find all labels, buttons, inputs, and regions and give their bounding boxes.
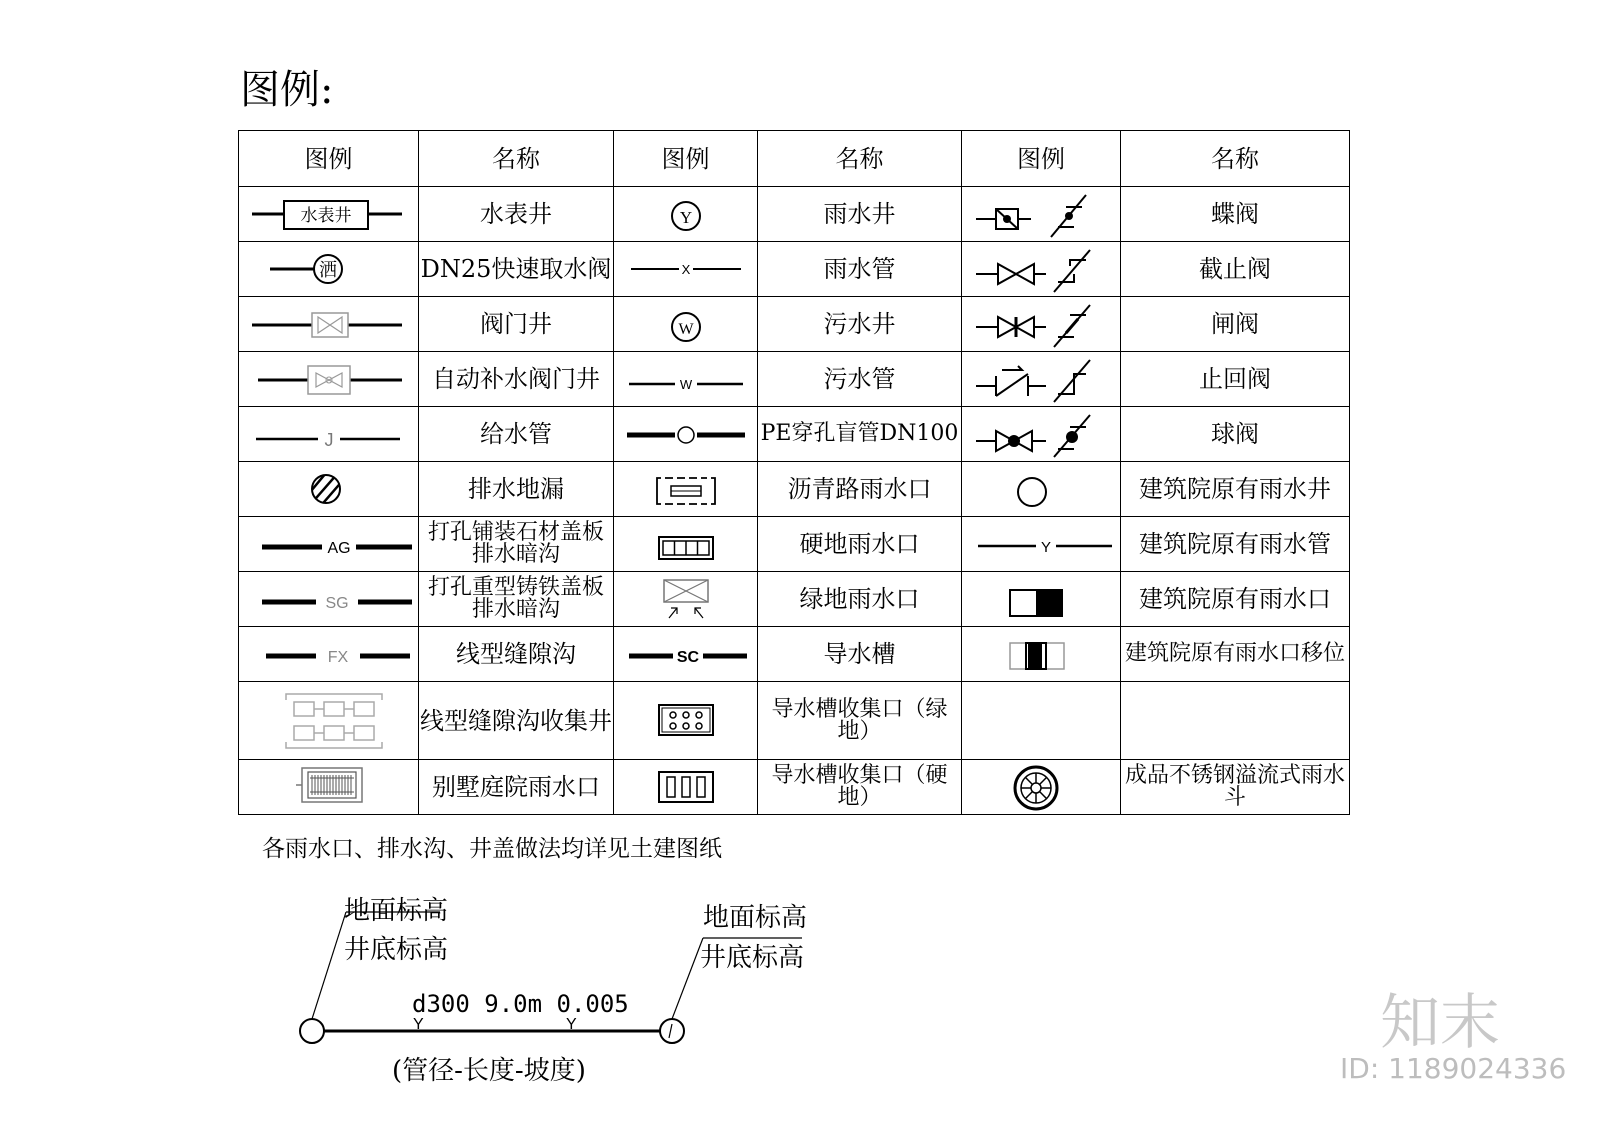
name-auto-refill-valve-well: 自动补水阀门井: [419, 352, 614, 407]
rain-pipe-symbol: [614, 242, 758, 297]
name-existing-rain-pipe: 建筑院原有雨水管: [1121, 517, 1350, 572]
table-row: [239, 572, 1350, 627]
construction-note: 各雨水口、排水沟、井盖做法均详见土建图纸: [262, 836, 722, 862]
gutter-collector-hard-symbol: [614, 760, 758, 815]
quick-valve-label: 洒: [318, 260, 337, 280]
left-well-icon: [300, 1019, 324, 1043]
hard-ground-rain-inlet-symbol: [614, 517, 758, 572]
watermark-id: ID: 1189024336: [1340, 1052, 1567, 1085]
iron-cover-label: SG: [324, 595, 349, 612]
name-butterfly-valve: 蝶阀: [1121, 187, 1350, 242]
right-well-icon: [660, 1019, 684, 1043]
name-valve-well: 阀门井: [419, 297, 614, 352]
check-valve-symbol: [962, 352, 1121, 407]
legend-title: 图例:: [240, 67, 334, 113]
relocated-rain-inlet-symbol: [962, 627, 1121, 682]
header-symbol-1: 图例: [239, 131, 419, 187]
sewage-well-symbol: [614, 297, 758, 352]
valve-well-symbol: [239, 297, 419, 352]
name-asphalt-rain-inlet: 沥青路雨水口: [758, 462, 962, 517]
header-symbol-2: 图例: [614, 131, 758, 187]
existing-rain-pipe-label: Y: [1040, 539, 1052, 556]
watermark-logo: 知末: [1380, 988, 1500, 1058]
table-row: [239, 462, 1350, 517]
table-row: [239, 407, 1350, 462]
header-name-2: 名称: [758, 131, 962, 187]
water-meter-label: 水表井: [300, 206, 351, 225]
pipe-spec-caption: (管径-长度-坡度): [392, 1056, 586, 1086]
name-stone-cover-drain-line1: 打孔铺装石材盖板: [427, 520, 604, 545]
slot-drain-collection-well-symbol: [239, 682, 419, 760]
name-gate-valve: 闸阀: [1121, 297, 1350, 352]
water-supply-pipe-symbol: [239, 407, 419, 462]
name-gutter: 导水槽: [758, 627, 962, 682]
name-villa-garden-rain-inlet: 别墅庭院雨水口: [419, 760, 614, 815]
sewage-pipe-symbol: [614, 352, 758, 407]
existing-rain-inlet-symbol: [962, 572, 1121, 627]
name-overflow-rain-hopper: 成品不锈钢溢流式雨水斗: [1121, 760, 1350, 815]
stone-cover-label: AG: [326, 540, 351, 557]
right-leader-line: [672, 938, 703, 1019]
name-quick-water-valve: DN25快速取水阀: [419, 242, 614, 297]
name-ball-valve: 球阀: [1121, 407, 1350, 462]
left-ground-elevation-label: 地面标高: [344, 896, 449, 926]
table-row: [239, 682, 1350, 760]
stop-valve-symbol: [962, 242, 1121, 297]
table-row: [239, 352, 1350, 407]
name-stop-valve: 截止阀: [1121, 242, 1350, 297]
rain-well-label: Y: [679, 208, 692, 227]
name-pe-perforated-pipe: PE穿孔盲管DN100: [758, 407, 962, 462]
junction-label-left: Y: [413, 1016, 424, 1033]
name-sewage-pipe: 污水管: [758, 352, 962, 407]
left-bottom-elevation-label: 井底标高: [344, 935, 449, 965]
existing-rain-well-symbol: [962, 462, 1121, 517]
floor-drain-symbol: [239, 462, 419, 517]
name-slot-drain: 线型缝隙沟: [419, 627, 614, 682]
name-rain-well: 雨水井: [758, 187, 962, 242]
header-symbol-3: 图例: [962, 131, 1121, 187]
name-green-space-rain-inlet: 绿地雨水口: [758, 572, 962, 627]
slot-drain-symbol: [239, 627, 419, 682]
table-row: [239, 517, 1350, 572]
name-stone-cover-drain: [419, 517, 614, 572]
name-hard-ground-rain-inlet: 硬地雨水口: [758, 517, 962, 572]
green-space-rain-inlet-symbol: [614, 572, 758, 627]
sewage-pipe-label: W: [679, 377, 692, 392]
gutter-collector-green-symbol: [614, 682, 758, 760]
overflow-rain-hopper-symbol: [962, 760, 1121, 815]
table-row: [239, 760, 1350, 815]
stone-cover-drain-symbol: [239, 517, 419, 572]
name-rain-pipe: 雨水管: [758, 242, 962, 297]
existing-rain-pipe-symbol: [962, 517, 1121, 572]
gate-valve-symbol: [962, 297, 1121, 352]
auto-refill-valve-well-symbol: [239, 352, 419, 407]
legend-table: [238, 130, 1350, 815]
asphalt-rain-inlet-symbol: [614, 462, 758, 517]
empty-symbol-cell: [962, 682, 1121, 760]
sewage-well-label: W: [677, 321, 694, 338]
header-name-3: 名称: [1121, 131, 1350, 187]
name-existing-rain-well: 建筑院原有雨水井: [1121, 462, 1350, 517]
quick-water-valve-symbol: [239, 242, 419, 297]
iron-cover-drain-symbol: [239, 572, 419, 627]
table-row: [239, 187, 1350, 242]
name-gutter-collector-hard: 导水槽收集口（硬地）: [758, 760, 962, 815]
ball-valve-symbol: [962, 407, 1121, 462]
junction-label-right: Y: [566, 1016, 577, 1033]
name-iron-cover-drain-line1: 打孔重型铸铁盖板: [427, 575, 604, 600]
name-slot-drain-collection-well: 线型缝隙沟收集井: [419, 682, 614, 760]
pipe-spec-text: d300 9.0m 0.005: [412, 990, 629, 1018]
name-water-meter-well: 水表井: [419, 187, 614, 242]
table-row: [239, 242, 1350, 297]
name-relocated-rain-inlet: 建筑院原有雨水口移位: [1121, 627, 1350, 682]
name-check-valve: 止回阀: [1121, 352, 1350, 407]
name-gutter-collector-green: 导水槽收集口（绿地）: [758, 682, 962, 760]
name-sewage-well: 污水井: [758, 297, 962, 352]
table-row: [239, 297, 1350, 352]
villa-garden-rain-inlet-symbol: [239, 760, 419, 815]
name-water-supply-pipe: 给水管: [419, 407, 614, 462]
slot-drain-label: FX: [327, 649, 348, 666]
gutter-label: SC: [676, 649, 699, 666]
name-iron-cover-drain-line2: 排水暗沟: [471, 597, 560, 622]
name-stone-cover-drain-line2: 排水暗沟: [471, 542, 560, 567]
gutter-symbol: [614, 627, 758, 682]
water-meter-well-symbol: [239, 187, 419, 242]
header-name-1: 名称: [419, 131, 614, 187]
water-supply-label: J: [324, 430, 333, 450]
right-bottom-elevation-label: 井底标高: [700, 943, 805, 973]
name-iron-cover-drain: [419, 572, 614, 627]
left-leader-line: [312, 912, 346, 1019]
name-existing-rain-inlet: 建筑院原有雨水口: [1121, 572, 1350, 627]
rain-pipe-label: X: [681, 262, 690, 277]
table-row: [239, 627, 1350, 682]
right-ground-elevation-label: 地面标高: [703, 903, 808, 933]
pe-perforated-pipe-symbol: [614, 407, 758, 462]
rain-well-symbol: [614, 187, 758, 242]
name-empty: [1121, 682, 1350, 760]
header-row: [239, 131, 1350, 187]
butterfly-valve-symbol: [962, 187, 1121, 242]
name-floor-drain: 排水地漏: [419, 462, 614, 517]
